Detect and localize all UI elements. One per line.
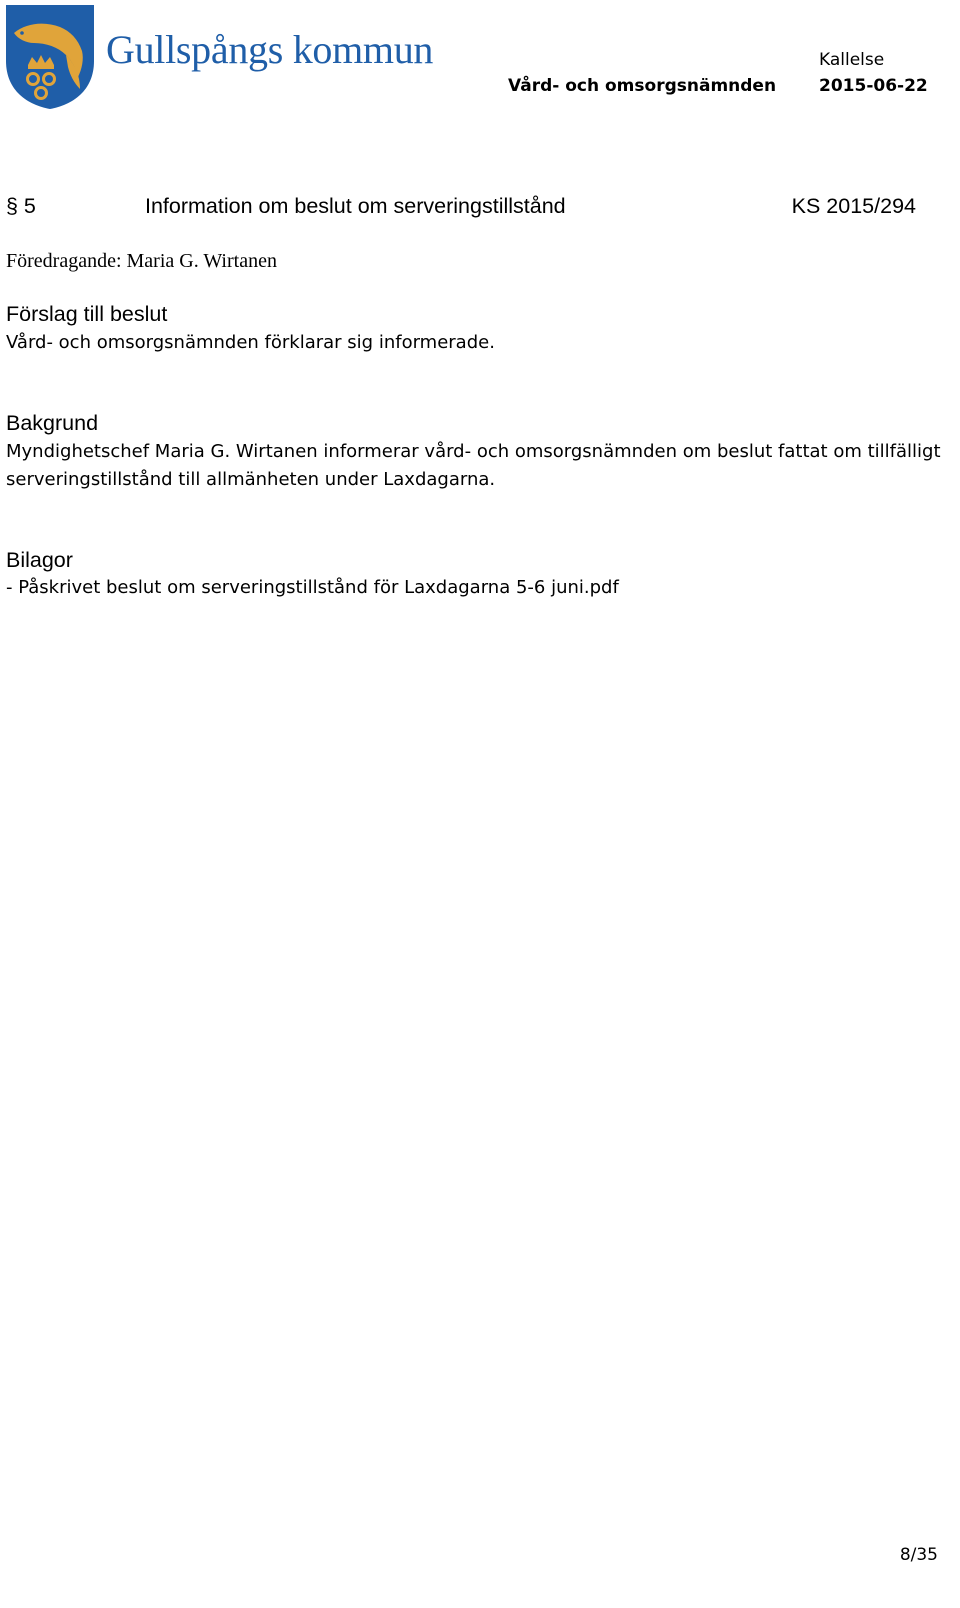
case-reference: KS 2015/294 — [791, 194, 916, 218]
document-type: Kallelse — [819, 50, 885, 70]
proposal-heading: Förslag till beslut — [6, 302, 168, 326]
agenda-item-header — [6, 194, 916, 224]
board-name: Vård- och omsorgsnämnden — [508, 76, 777, 96]
paragraph-number: § 5 — [6, 194, 36, 218]
page-number: 8/35 — [899, 1545, 938, 1565]
meeting-date: 2015-06-22 — [819, 76, 928, 96]
attachments-heading: Bilagor — [6, 548, 73, 572]
item-title: Information om beslut om serveringstillstånd — [145, 194, 566, 218]
municipality-name: Gullspångs kommun — [106, 27, 434, 72]
background-heading: Bakgrund — [6, 411, 99, 435]
background-body: Myndighetschef Maria G. Wirtanen informerar vård- och omsorgsnämnden om beslut fattat om tillfälligt serveringstillstånd till allmänheten under Laxdagarna. — [6, 441, 941, 490]
proposal-body: Vård- och omsorgsnämnden förklarar sig informerade. — [6, 332, 495, 353]
municipal-coat-of-arms-logo — [4, 3, 96, 111]
attachment-item: - Påskrivet beslut om serveringstillstånd för Laxdagarna 5-6 juni.pdf — [6, 577, 619, 598]
presenter: Föredragande: Maria G. Wirtanen — [6, 250, 277, 272]
